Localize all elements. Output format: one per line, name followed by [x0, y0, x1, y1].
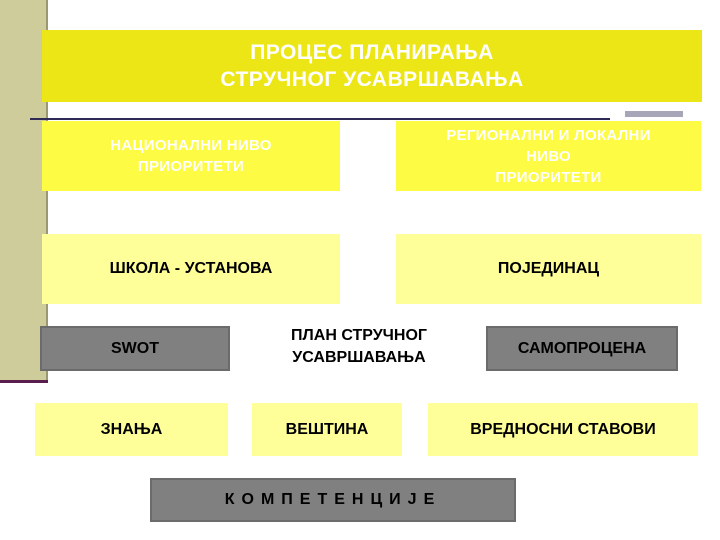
competences-box: [150, 478, 516, 522]
diagram-title-box: [42, 30, 702, 102]
school-box: [42, 234, 340, 304]
knowledge-box: [35, 403, 228, 456]
self-assessment-box: [486, 326, 678, 371]
school-label: ШКОЛА - УСТАНОВА: [109, 260, 273, 277]
national-level-box: [42, 121, 340, 191]
competences-label: КОМПЕТЕНЦИЈЕ: [224, 491, 442, 508]
plan-label: ПЛАН СТРУЧНОГ УСАВРШАВАЊА: [291, 327, 427, 366]
regional-level-box: [396, 121, 701, 191]
title-divider-accent: [625, 111, 683, 117]
regional-level-label: РЕГИОНАЛНИ И ЛОКАЛНИ НИВО ПРИОРИТЕТИ: [446, 126, 651, 186]
skill-label: ВЕШТИНА: [285, 420, 369, 438]
individual-box: [396, 234, 701, 304]
plan-box: [250, 322, 468, 372]
left-decor-strip: [0, 0, 48, 382]
self-assessment-label: САМОПРОЦЕНА: [517, 339, 647, 357]
knowledge-label: ЗНАЊА: [100, 420, 163, 438]
individual-label: ПОЈЕДИНАЦ: [497, 260, 600, 277]
swot-box: [40, 326, 230, 371]
skill-box: [252, 403, 402, 456]
national-level-label: НАЦИОНАЛНИ НИВО ПРИОРИТЕТИ: [110, 137, 272, 175]
diagram-title: ПРОЦЕС ПЛАНИРАЊА СТРУЧНОГ УСАВРШАВАЊА: [220, 41, 524, 91]
left-strip-underline: [0, 380, 48, 383]
swot-label: SWOT: [111, 339, 159, 357]
values-box: [428, 403, 698, 456]
values-label: ВРЕДНОСНИ СТАВОВИ: [470, 420, 656, 438]
title-divider: [30, 118, 610, 120]
